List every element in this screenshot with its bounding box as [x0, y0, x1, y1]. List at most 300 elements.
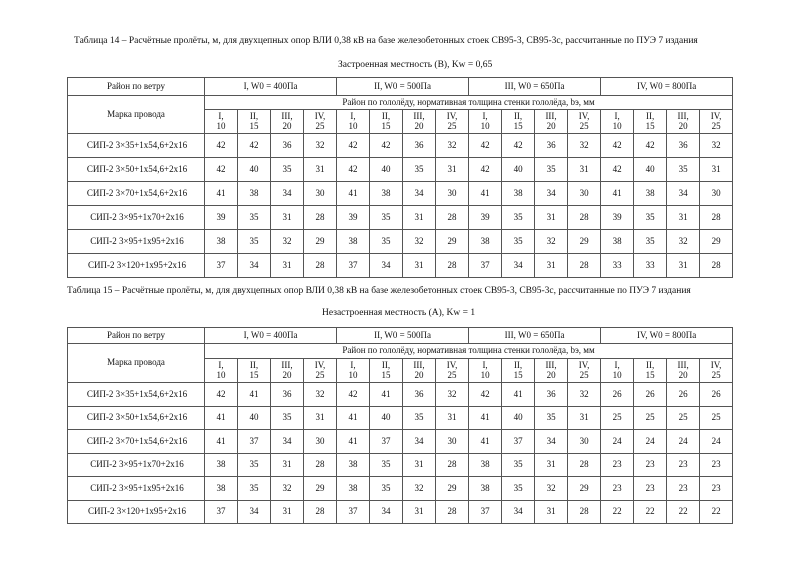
span-value: 42 [634, 134, 667, 158]
span-value: 35 [535, 158, 568, 182]
ice-col-roman: III, [677, 360, 689, 371]
span-value: 28 [436, 453, 469, 477]
span-value: 31 [271, 453, 304, 477]
ice-col-thickness: 15 [249, 369, 259, 380]
span-value: 30 [700, 182, 733, 206]
span-value: 36 [403, 134, 436, 158]
span-value: 38 [469, 230, 502, 254]
span-value: 37 [370, 430, 403, 454]
span-value: 31 [535, 500, 568, 524]
span-value: 36 [667, 134, 700, 158]
ice-label: Район по гололёду, нормативная толщина стенки гололёда, bэ, мм [205, 344, 733, 359]
span-value: 37 [337, 500, 370, 524]
span-value: 32 [568, 134, 601, 158]
ice-col-roman: III, [281, 111, 293, 122]
ice-col-roman: I, [350, 360, 356, 371]
table-row [68, 500, 733, 524]
ice-col-roman: I, [350, 111, 356, 122]
span-value: 35 [271, 158, 304, 182]
wire-label: Марка провода [68, 96, 205, 134]
span-value: 36 [535, 383, 568, 407]
ice-col-thickness: 10 [348, 369, 358, 380]
span-value: 30 [304, 182, 337, 206]
ice-col-header [502, 359, 535, 383]
ice-col-roman: III, [413, 111, 425, 122]
ice-col-thickness: 25 [315, 369, 325, 380]
span-value: 29 [568, 477, 601, 501]
span-value: 41 [370, 383, 403, 407]
ice-col-roman: IV, [578, 360, 590, 371]
span-value: 31 [667, 254, 700, 278]
span-value: 29 [304, 230, 337, 254]
ice-col-roman: IV, [446, 111, 458, 122]
ice-col-thickness: 25 [711, 120, 721, 131]
span-value: 28 [304, 500, 337, 524]
table14-subtitle: Застроенная местность (В), Kw = 0,65 [338, 60, 493, 70]
ice-col-header [535, 110, 568, 134]
ice-col-thickness: 20 [282, 369, 292, 380]
span-value: 31 [535, 453, 568, 477]
ice-col-header [205, 359, 238, 383]
span-value: 41 [337, 430, 370, 454]
wire-name: СИП-2 3×35+1х54,6+2х16 [68, 383, 205, 407]
ice-col-header [337, 110, 370, 134]
ice-col-roman: IV, [314, 360, 326, 371]
span-value: 42 [601, 134, 634, 158]
span-value: 41 [238, 383, 271, 407]
ice-col-header [403, 110, 436, 134]
span-value: 34 [238, 254, 271, 278]
ice-col-header [535, 359, 568, 383]
span-value: 35 [667, 158, 700, 182]
span-value: 36 [535, 134, 568, 158]
ice-col-thickness: 20 [414, 369, 424, 380]
ice-col-roman: II, [513, 111, 523, 122]
span-value: 35 [502, 206, 535, 230]
span-value: 31 [403, 254, 436, 278]
span-value: 30 [568, 182, 601, 206]
span-value: 32 [304, 134, 337, 158]
wind-zone: I, W0 = 400Па [205, 328, 337, 344]
wire-name: СИП-2 3×120+1х95+2х16 [68, 254, 205, 278]
span-value: 37 [502, 430, 535, 454]
span-value: 28 [304, 206, 337, 230]
span-value: 30 [436, 182, 469, 206]
span-value: 35 [502, 477, 535, 501]
span-value: 23 [601, 477, 634, 501]
ice-col-header [700, 359, 733, 383]
span-value: 32 [700, 134, 733, 158]
ice-col-thickness: 25 [579, 120, 589, 131]
span-value: 31 [304, 158, 337, 182]
span-value: 42 [370, 134, 403, 158]
span-value: 42 [337, 383, 370, 407]
span-value: 32 [535, 477, 568, 501]
wire-name: СИП-2 3×95+1х70+2х16 [68, 453, 205, 477]
span-value: 34 [502, 254, 535, 278]
span-value: 38 [205, 477, 238, 501]
ice-col-header [436, 359, 469, 383]
span-value: 22 [700, 500, 733, 524]
span-value: 33 [634, 254, 667, 278]
table-row [68, 134, 733, 158]
span-value: 42 [337, 158, 370, 182]
ice-col-thickness: 10 [348, 120, 358, 131]
ice-col-roman: III, [545, 360, 557, 371]
table14-caption: Таблица 14 – Расчётные пролёты, м, для двухцепных опор ВЛИ 0,38 кВ на базе железобетонных стоек СВ95-3, СВ95-3с, рассчитанные по ПУЭ 7 издания [74, 36, 698, 46]
span-value: 35 [238, 206, 271, 230]
span-value: 35 [502, 230, 535, 254]
span-value: 22 [667, 500, 700, 524]
span-value: 29 [436, 477, 469, 501]
table-row [68, 182, 733, 206]
span-value: 39 [337, 206, 370, 230]
ice-col-thickness: 20 [546, 369, 556, 380]
wire-label: Марка провода [68, 344, 205, 383]
wind-zone: IV, W0 = 800Па [601, 78, 733, 96]
span-value: 23 [667, 477, 700, 501]
ice-col-thickness: 25 [447, 120, 457, 131]
ice-col-header [469, 110, 502, 134]
span-value: 29 [304, 477, 337, 501]
span-value: 25 [634, 406, 667, 430]
ice-col-thickness: 25 [579, 369, 589, 380]
ice-col-header [238, 110, 271, 134]
span-value: 34 [370, 500, 403, 524]
span-value: 36 [403, 383, 436, 407]
wind-zone: III, W0 = 650Па [469, 78, 601, 96]
span-value: 25 [667, 406, 700, 430]
span-value: 41 [205, 430, 238, 454]
span-value: 34 [667, 182, 700, 206]
ice-col-header [601, 359, 634, 383]
span-value: 28 [304, 453, 337, 477]
span-value: 28 [700, 254, 733, 278]
span-value: 24 [601, 430, 634, 454]
span-value: 30 [568, 430, 601, 454]
ice-col-header [436, 110, 469, 134]
ice-col-header [634, 359, 667, 383]
ice-col-thickness: 20 [414, 120, 424, 131]
span-value: 28 [436, 500, 469, 524]
span-value: 38 [502, 182, 535, 206]
wire-name: СИП-2 3×95+1х95+2х16 [68, 477, 205, 501]
ice-col-header [667, 359, 700, 383]
span-value: 22 [601, 500, 634, 524]
wire-name: СИП-2 3×70+1х54,6+2х16 [68, 182, 205, 206]
span-value: 39 [469, 206, 502, 230]
ice-col-thickness: 15 [645, 120, 655, 131]
span-value: 31 [403, 500, 436, 524]
span-value: 38 [601, 230, 634, 254]
ice-col-header [568, 110, 601, 134]
span-value: 31 [436, 158, 469, 182]
ice-col-roman: IV, [710, 360, 722, 371]
span-value: 38 [205, 230, 238, 254]
ice-col-roman: IV, [710, 111, 722, 122]
span-value: 24 [667, 430, 700, 454]
span-value: 32 [535, 230, 568, 254]
wind-zone: II, W0 = 500Па [337, 328, 469, 344]
span-value: 28 [436, 206, 469, 230]
span-value: 42 [469, 383, 502, 407]
ice-col-roman: III, [281, 360, 293, 371]
span-value: 40 [238, 158, 271, 182]
span-value: 28 [304, 254, 337, 278]
ice-col-roman: I, [482, 111, 488, 122]
ice-col-roman: II, [381, 111, 391, 122]
span-value: 35 [370, 477, 403, 501]
span-value: 35 [370, 453, 403, 477]
span-value: 28 [436, 254, 469, 278]
ice-col-header [304, 359, 337, 383]
span-value: 34 [271, 430, 304, 454]
span-value: 31 [436, 406, 469, 430]
span-value: 41 [469, 430, 502, 454]
ice-col-thickness: 10 [612, 369, 622, 380]
table-row [68, 254, 733, 278]
ice-col-thickness: 15 [249, 120, 259, 131]
span-value: 24 [700, 430, 733, 454]
span-value: 28 [700, 206, 733, 230]
ice-col-header [601, 110, 634, 134]
span-value: 42 [205, 158, 238, 182]
span-value: 41 [469, 182, 502, 206]
span-value: 32 [436, 134, 469, 158]
span-value: 35 [238, 230, 271, 254]
span-value: 35 [238, 477, 271, 501]
span-value: 42 [502, 134, 535, 158]
span-value: 37 [205, 254, 238, 278]
wire-name: СИП-2 3×95+1х70+2х16 [68, 206, 205, 230]
ice-col-header [304, 110, 337, 134]
span-value: 31 [271, 206, 304, 230]
span-value: 32 [667, 230, 700, 254]
span-value: 23 [601, 453, 634, 477]
span-value: 36 [271, 383, 304, 407]
span-value: 40 [502, 406, 535, 430]
span-value: 31 [667, 206, 700, 230]
table-row [68, 158, 733, 182]
span-value: 36 [271, 134, 304, 158]
ice-col-header [271, 110, 304, 134]
span-value: 38 [469, 477, 502, 501]
ice-col-roman: II, [249, 111, 259, 122]
span-value: 39 [205, 206, 238, 230]
ice-col-header [271, 359, 304, 383]
wind-zone: I, W0 = 400Па [205, 78, 337, 96]
ice-col-thickness: 15 [381, 369, 391, 380]
span-value: 23 [634, 453, 667, 477]
span-value: 38 [337, 230, 370, 254]
span-value: 26 [634, 383, 667, 407]
ice-col-roman: I, [614, 111, 620, 122]
span-value: 31 [535, 254, 568, 278]
span-value: 28 [568, 206, 601, 230]
span-value: 31 [535, 206, 568, 230]
ice-col-header [634, 110, 667, 134]
span-value: 37 [469, 500, 502, 524]
span-value: 42 [205, 134, 238, 158]
ice-col-roman: III, [677, 111, 689, 122]
span-value: 31 [403, 206, 436, 230]
wind-zone: IV, W0 = 800Па [601, 328, 733, 344]
span-value: 31 [568, 158, 601, 182]
span-value: 35 [535, 406, 568, 430]
span-value: 35 [634, 206, 667, 230]
span-value: 34 [403, 182, 436, 206]
span-value: 41 [601, 182, 634, 206]
ice-col-roman: II, [381, 360, 391, 371]
wind-zone: II, W0 = 500Па [337, 78, 469, 96]
span-value: 30 [436, 430, 469, 454]
wire-name: СИП-2 3×70+1х54,6+2х16 [68, 430, 205, 454]
table15-caption: Таблица 15 – Расчётные пролёты, м, для двухцепных опор ВЛИ 0,38 кВ на базе железобетонных стоек СВ95-3, СВ95-3с, рассчитанные по ПУЭ 7 издания [67, 286, 691, 296]
span-value: 35 [238, 453, 271, 477]
span-value: 33 [601, 254, 634, 278]
span-value: 41 [205, 182, 238, 206]
span-value: 37 [238, 430, 271, 454]
ice-col-roman: III, [545, 111, 557, 122]
span-value: 35 [634, 230, 667, 254]
span-value: 37 [469, 254, 502, 278]
ice-col-roman: II, [645, 111, 655, 122]
table15-subtitle: Незастроенная местность (А), Kw = 1 [322, 308, 476, 318]
ice-col-roman: II, [513, 360, 523, 371]
span-value: 42 [337, 134, 370, 158]
ice-col-roman: II, [249, 360, 259, 371]
span-value: 29 [700, 230, 733, 254]
span-value: 37 [337, 254, 370, 278]
span-value: 23 [700, 477, 733, 501]
span-value: 35 [370, 230, 403, 254]
span-value: 32 [403, 230, 436, 254]
table-row [68, 206, 733, 230]
table-row [68, 230, 733, 254]
ice-col-thickness: 20 [678, 369, 688, 380]
ice-col-roman: IV, [578, 111, 590, 122]
span-value: 31 [700, 158, 733, 182]
span-value: 32 [568, 383, 601, 407]
span-value: 37 [205, 500, 238, 524]
span-value: 40 [370, 158, 403, 182]
ice-col-thickness: 10 [216, 369, 226, 380]
ice-col-header [700, 110, 733, 134]
span-value: 31 [568, 406, 601, 430]
span-value: 35 [370, 206, 403, 230]
table-row [68, 406, 733, 430]
table15 [67, 327, 733, 524]
span-value: 23 [634, 477, 667, 501]
span-value: 35 [403, 406, 436, 430]
ice-col-header [568, 359, 601, 383]
span-value: 26 [667, 383, 700, 407]
ice-col-thickness: 20 [678, 120, 688, 131]
span-value: 34 [535, 430, 568, 454]
wire-name: СИП-2 3×50+1х54,6+2х16 [68, 406, 205, 430]
span-value: 23 [667, 453, 700, 477]
ice-col-thickness: 25 [315, 120, 325, 131]
span-value: 29 [568, 230, 601, 254]
span-value: 31 [271, 500, 304, 524]
span-value: 26 [700, 383, 733, 407]
span-value: 41 [205, 406, 238, 430]
span-value: 34 [271, 182, 304, 206]
table-row [68, 430, 733, 454]
wire-name: СИП-2 3×120+1х95+2х16 [68, 500, 205, 524]
span-value: 38 [337, 453, 370, 477]
ice-col-roman: I, [482, 360, 488, 371]
ice-col-thickness: 25 [711, 369, 721, 380]
span-value: 42 [469, 158, 502, 182]
span-value: 23 [700, 453, 733, 477]
ice-col-header [502, 110, 535, 134]
table-row [68, 453, 733, 477]
ice-label: Район по гололёду, нормативная толщина стенки гололёда, bэ, мм [205, 96, 733, 110]
ice-col-roman: IV, [314, 111, 326, 122]
table-row [68, 477, 733, 501]
span-value: 26 [601, 383, 634, 407]
span-value: 34 [502, 500, 535, 524]
table14 [67, 77, 733, 278]
span-value: 41 [502, 383, 535, 407]
span-value: 28 [568, 254, 601, 278]
span-value: 29 [436, 230, 469, 254]
ice-col-roman: III, [413, 360, 425, 371]
ice-col-roman: IV, [446, 360, 458, 371]
span-value: 38 [370, 182, 403, 206]
span-value: 25 [700, 406, 733, 430]
span-value: 35 [502, 453, 535, 477]
ice-col-thickness: 15 [513, 369, 523, 380]
wire-name: СИП-2 3×35+1х54,6+2х16 [68, 134, 205, 158]
ice-col-roman: I, [614, 360, 620, 371]
span-value: 38 [337, 477, 370, 501]
span-value: 28 [568, 500, 601, 524]
span-value: 42 [238, 134, 271, 158]
ice-col-thickness: 25 [447, 369, 457, 380]
ice-col-roman: I, [218, 111, 224, 122]
wind-label: Район по ветру [68, 78, 205, 96]
span-value: 38 [205, 453, 238, 477]
table-row [68, 383, 733, 407]
span-value: 39 [601, 206, 634, 230]
span-value: 32 [271, 230, 304, 254]
wire-name: СИП-2 3×95+1х95+2х16 [68, 230, 205, 254]
span-value: 30 [304, 430, 337, 454]
span-value: 41 [337, 182, 370, 206]
ice-col-thickness: 10 [480, 120, 490, 131]
span-value: 40 [634, 158, 667, 182]
span-value: 22 [634, 500, 667, 524]
span-value: 40 [370, 406, 403, 430]
wire-name: СИП-2 3×50+1х54,6+2х16 [68, 158, 205, 182]
ice-col-roman: I, [218, 360, 224, 371]
span-value: 42 [205, 383, 238, 407]
ice-col-roman: II, [645, 360, 655, 371]
ice-col-header [667, 110, 700, 134]
ice-col-header [403, 359, 436, 383]
span-value: 38 [469, 453, 502, 477]
ice-col-thickness: 15 [513, 120, 523, 131]
ice-col-header [337, 359, 370, 383]
span-value: 42 [601, 158, 634, 182]
ice-col-thickness: 15 [381, 120, 391, 131]
span-value: 32 [403, 477, 436, 501]
ice-col-thickness: 20 [546, 120, 556, 131]
wind-label: Район по ветру [68, 328, 205, 344]
span-value: 38 [634, 182, 667, 206]
